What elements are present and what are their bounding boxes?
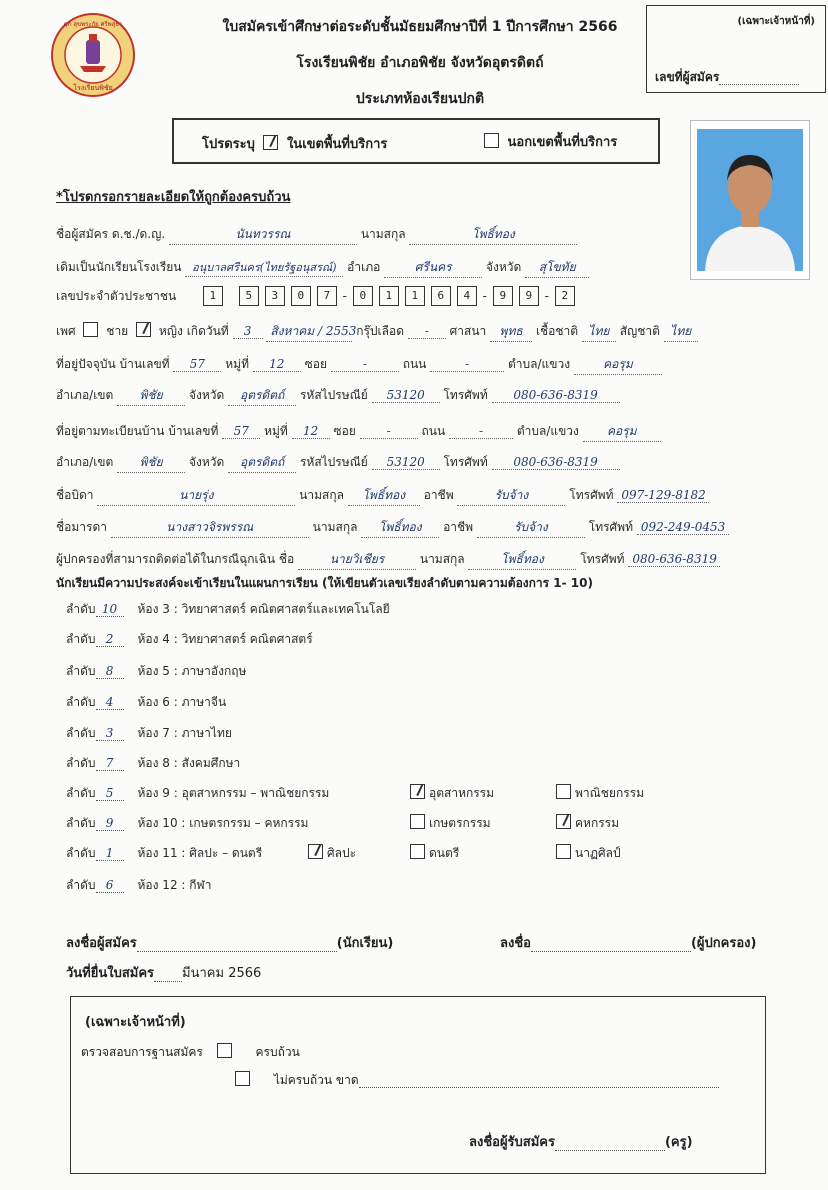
registered-soi[interactable]: - bbox=[360, 424, 418, 439]
commerce-checkbox[interactable] bbox=[556, 784, 571, 799]
form-title: ใบสมัครเข้าศึกษาต่อระดับชั้นมัธยมศึกษาปีที่ 1 ปีการศึกษา 2566 bbox=[222, 19, 618, 35]
id-separator bbox=[226, 289, 236, 303]
nationality-label: สัญชาติ bbox=[619, 324, 660, 338]
registered-address-label: ที่อยู่ตามทะเบียนบ้าน บ้านเลขที่ bbox=[56, 424, 219, 438]
district-field[interactable]: ศรีนคร bbox=[384, 258, 482, 278]
registered-subdistrict[interactable]: คอรุม bbox=[583, 422, 661, 442]
current-postal[interactable]: 53120 bbox=[372, 388, 440, 403]
preferences-heading: นักเรียนมีความประสงค์จะเข้าเรียนในแผนการเรียน (ให้เขียนตัวเลขเรียงลำดับตามความต้องการ 1- 10) bbox=[56, 576, 593, 590]
submit-date-value[interactable]: มีนาคม 2566 bbox=[182, 966, 262, 981]
current-moo-label: หมู่ที่ bbox=[225, 357, 249, 371]
rank-label: ลำดับ bbox=[66, 846, 96, 860]
room-label: ห้อง 8 : สังคมศึกษา bbox=[137, 756, 241, 770]
dob-month-year-field[interactable]: สิงหาคม / 2553 bbox=[266, 322, 352, 342]
registered-road[interactable]: - bbox=[449, 424, 513, 439]
male-label: ชาย bbox=[106, 324, 129, 338]
school-logo bbox=[50, 12, 136, 98]
room9-option-industry bbox=[406, 784, 494, 803]
id-digit-box[interactable]: 1 bbox=[379, 286, 399, 306]
applicant-role: (นักเรียน) bbox=[336, 936, 394, 951]
mother-label: ชื่อมารดา bbox=[56, 520, 107, 534]
row-registered-address-1 bbox=[56, 422, 661, 442]
industry-checkbox[interactable] bbox=[410, 784, 425, 799]
applicant-sign-label: ลงชื่อผู้สมัคร bbox=[66, 936, 137, 951]
preference-row bbox=[66, 814, 308, 833]
rank-value[interactable]: 5 bbox=[96, 786, 124, 801]
rank-label: ลำดับ bbox=[66, 602, 96, 616]
agriculture-label: เกษตรกรรม bbox=[429, 816, 491, 830]
first-name-field[interactable]: นันทวรรณ bbox=[169, 225, 357, 245]
registered-phone-label: โทรศัพท์ bbox=[443, 455, 488, 469]
religion-label: ศาสนา bbox=[449, 324, 487, 338]
female-checkbox[interactable] bbox=[136, 322, 151, 337]
rank-value[interactable]: 6 bbox=[96, 878, 124, 893]
room-label: ห้อง 7 : ภาษาไทย bbox=[137, 726, 232, 740]
name-label: ชื่อผู้สมัคร ด.ช./ด.ญ. bbox=[56, 227, 166, 241]
registered-moo[interactable]: 12 bbox=[292, 424, 330, 439]
official-box bbox=[646, 5, 826, 93]
registered-moo-label: หมู่ที่ bbox=[264, 424, 288, 438]
complete-checkbox[interactable] bbox=[217, 1043, 232, 1058]
registered-subdistrict-label: ตำบล/แขวง bbox=[516, 424, 579, 438]
gender-label: เพศ bbox=[56, 324, 76, 338]
preference-row bbox=[66, 754, 240, 773]
id-separator: - bbox=[482, 288, 487, 303]
agriculture-checkbox[interactable] bbox=[410, 814, 425, 829]
guardian-phone[interactable]: 080-636-8319 bbox=[628, 552, 720, 567]
id-digit-box[interactable]: 1 bbox=[405, 286, 425, 306]
surname-field[interactable]: โพธิ์ทอง bbox=[409, 225, 577, 245]
id-digit-box[interactable]: 0 bbox=[353, 286, 373, 306]
in-service-label: ในเขตพื้นที่บริการ bbox=[286, 137, 388, 152]
current-subdistrict-label: ตำบล/แขวง bbox=[508, 357, 571, 371]
preference-row bbox=[66, 600, 390, 619]
row-name bbox=[56, 225, 577, 245]
province-label: จังหวัด bbox=[486, 260, 522, 274]
room-label: ห้อง 6 : ภาษาจีน bbox=[137, 695, 227, 709]
class-type: ประเภทห้องเรียนปกติ bbox=[355, 91, 485, 107]
guardian-surname-label: นามสกุล bbox=[419, 552, 465, 566]
submit-date-label: วันที่ยื่นใบสมัคร bbox=[66, 966, 155, 981]
religion-field[interactable]: พุทธ bbox=[490, 322, 532, 342]
guardian-signature bbox=[500, 932, 756, 953]
father-job-label: อาชีพ bbox=[423, 488, 454, 502]
registered-district[interactable]: พิชัย bbox=[117, 453, 185, 473]
rank-label: ลำดับ bbox=[66, 664, 96, 678]
row-school bbox=[56, 258, 589, 278]
father-surname[interactable]: โพธิ์ทอง bbox=[348, 486, 420, 506]
complete-label: ครบถ้วน bbox=[255, 1045, 300, 1059]
row-id bbox=[56, 286, 578, 306]
room-label: ห้อง 11 : ศิลปะ – ดนตรี bbox=[137, 846, 263, 860]
area-box bbox=[172, 118, 660, 164]
rank-label: ลำดับ bbox=[66, 878, 96, 892]
incomplete-checkbox[interactable] bbox=[235, 1071, 250, 1086]
current-soi-label: ซอย bbox=[304, 357, 328, 371]
id-digit-box[interactable]: 6 bbox=[431, 286, 451, 306]
dob-label: เกิดวันที่ bbox=[186, 324, 229, 338]
id-number-boxes bbox=[200, 289, 578, 303]
row-mother bbox=[56, 518, 729, 538]
guardian-sign-label: ลงชื่อ bbox=[500, 936, 531, 951]
row-personal bbox=[56, 322, 698, 342]
logo-top-text: ศุภ สุขพระกัย ศรีพสุธา bbox=[63, 21, 123, 28]
father-job[interactable]: รับจ้าง bbox=[457, 486, 565, 506]
room9-option-commerce bbox=[552, 784, 644, 803]
out-service-checkbox[interactable] bbox=[484, 133, 499, 148]
row-current-address-1 bbox=[56, 355, 662, 375]
current-province[interactable]: อุตรดิตถ์ bbox=[228, 386, 296, 406]
id-label: เลขประจำตัวประชาชน bbox=[56, 288, 177, 303]
room-label: ห้อง 10 : เกษตรกรรม – คหกรรม bbox=[137, 816, 309, 830]
registered-province[interactable]: อุตรดิตถ์ bbox=[228, 453, 296, 473]
mother-surname-label: นามสกุล bbox=[312, 520, 358, 534]
current-subdistrict[interactable]: คอรุม bbox=[574, 355, 662, 375]
row-registered-address-2 bbox=[56, 453, 620, 473]
mother-phone[interactable]: 092-249-0453 bbox=[637, 520, 729, 535]
preference-row bbox=[66, 662, 246, 681]
art-label: ศิลปะ bbox=[327, 846, 357, 860]
mother-job[interactable]: รับจ้าง bbox=[477, 518, 585, 538]
submit-date bbox=[66, 962, 261, 983]
dance-checkbox[interactable] bbox=[556, 844, 571, 859]
rank-value[interactable]: 10 bbox=[96, 602, 124, 617]
blood-label: กรุ๊ปเลือด bbox=[356, 324, 404, 338]
incomplete-label: ไม่ครบถ้วน ขาด bbox=[273, 1073, 359, 1087]
rank-value[interactable]: 4 bbox=[96, 695, 124, 710]
applicant-no-field[interactable] bbox=[719, 70, 799, 85]
dob-day-field[interactable]: 3 bbox=[233, 324, 263, 339]
guardian-sign-field[interactable] bbox=[531, 936, 691, 952]
room11-option-art bbox=[304, 844, 356, 863]
preference-row bbox=[66, 876, 211, 895]
missing-items-field[interactable] bbox=[359, 1073, 719, 1088]
receiver-label: ลงชื่อผู้รับสมัคร bbox=[469, 1135, 555, 1150]
in-service-checkbox[interactable] bbox=[263, 135, 278, 150]
mother-surname[interactable]: โพธิ์ทอง bbox=[361, 518, 439, 538]
ethnicity-field[interactable]: ไทย bbox=[582, 322, 616, 342]
preference-row bbox=[66, 724, 232, 743]
current-province-label: จังหวัด bbox=[188, 388, 225, 402]
school-name: โรงเรียนพิชัย อำเภอพิชัย จังหวัดอุตรดิตถ์ bbox=[296, 55, 544, 71]
id-digit-box[interactable]: 5 bbox=[239, 286, 259, 306]
id-digit-box[interactable]: 4 bbox=[457, 286, 477, 306]
receiver-sign-field[interactable] bbox=[555, 1135, 665, 1151]
industry-label: อุตสาหกรรม bbox=[429, 786, 495, 800]
current-district[interactable]: พิชัย bbox=[117, 386, 185, 406]
current-soi[interactable]: - bbox=[331, 357, 399, 372]
father-surname-label: นามสกุล bbox=[299, 488, 344, 502]
music-label: ดนตรี bbox=[429, 846, 460, 860]
row-current-address-2 bbox=[56, 386, 620, 406]
registered-postal-label: รหัสไปรษณีย์ bbox=[299, 455, 368, 469]
room-label: ห้อง 3 : วิทยาศาสตร์ คณิตศาสตร์และเทคโนโลยี bbox=[137, 602, 390, 616]
rank-label: ลำดับ bbox=[66, 726, 96, 740]
mother-phone-label: โทรศัพท์ bbox=[588, 520, 633, 534]
guardian-role: (ผู้ปกครอง) bbox=[690, 936, 757, 951]
id-digit-box[interactable]: 9 bbox=[493, 286, 513, 306]
rank-label: ลำดับ bbox=[66, 756, 96, 770]
applicant-photo bbox=[690, 120, 810, 280]
mother-name[interactable]: นางสาวจิรพรรณ bbox=[111, 518, 309, 538]
surname-label: นามสกุล bbox=[360, 227, 406, 241]
current-road-label: ถนน bbox=[402, 357, 427, 371]
official-section bbox=[70, 996, 766, 1174]
room10-option-agriculture bbox=[406, 814, 491, 833]
id-digit-box[interactable]: 2 bbox=[555, 286, 575, 306]
rank-value[interactable]: 2 bbox=[96, 632, 124, 647]
art-checkbox[interactable] bbox=[308, 844, 323, 859]
rank-value[interactable]: 1 bbox=[96, 846, 124, 861]
rank-label: ลำดับ bbox=[66, 695, 96, 709]
current-moo[interactable]: 12 bbox=[253, 357, 301, 372]
registered-soi-label: ซอย bbox=[333, 424, 356, 438]
room-label: ห้อง 4 : วิทยาศาสตร์ คณิตศาสตร์ bbox=[137, 632, 313, 646]
row-guardian bbox=[56, 550, 720, 570]
room-label: ห้อง 9 : อุตสาหกรรม – พาณิชยกรรม bbox=[137, 786, 330, 800]
male-checkbox[interactable] bbox=[83, 322, 98, 337]
current-house-no[interactable]: 57 bbox=[173, 357, 221, 372]
current-postal-label: รหัสไปรษณีย์ bbox=[299, 388, 368, 402]
current-address-label: ที่อยู่ปัจจุบัน บ้านเลขที่ bbox=[56, 357, 170, 371]
id-digit-box[interactable]: 0 bbox=[291, 286, 311, 306]
check-label: ตรวจสอบการฐานสมัคร bbox=[81, 1045, 203, 1059]
official-section-title: (เฉพาะเจ้าหน้าที่) bbox=[85, 1015, 186, 1030]
father-name[interactable]: นายรุ่ง bbox=[97, 486, 295, 506]
father-phone[interactable]: 097-129-8182 bbox=[617, 488, 709, 503]
rank-label: ลำดับ bbox=[66, 816, 96, 830]
rank-value[interactable]: 7 bbox=[96, 756, 124, 771]
room11-option-music bbox=[406, 844, 459, 863]
registered-phone[interactable]: 080-636-8319 bbox=[492, 455, 620, 470]
current-phone-label: โทรศัพท์ bbox=[443, 388, 488, 402]
room10-option-home-econ bbox=[552, 814, 619, 833]
guardian-surname[interactable]: โพธิ์ทอง bbox=[468, 550, 576, 570]
registered-road-label: ถนน bbox=[421, 424, 446, 438]
id-separator: - bbox=[544, 288, 549, 303]
commerce-label: พาณิชยกรรม bbox=[575, 786, 645, 800]
district-label: อำเภอ bbox=[347, 260, 381, 274]
blood-field[interactable]: - bbox=[408, 324, 446, 339]
receiver-role: (ครู) bbox=[664, 1135, 693, 1150]
current-road[interactable]: - bbox=[430, 357, 504, 372]
room-label: ห้อง 12 : กีฬา bbox=[137, 878, 212, 892]
out-service-label: นอกเขตพื้นที่บริการ bbox=[507, 135, 618, 150]
instruction: *โปรดกรอกรายละเอียดให้ถูกต้องครบถ้วน bbox=[56, 190, 291, 205]
father-label: ชื่อบิดา bbox=[56, 488, 94, 502]
dance-label: นาฏศิลป์ bbox=[575, 846, 621, 860]
registered-province-label: จังหวัด bbox=[188, 455, 225, 469]
home-econ-label: คหกรรม bbox=[575, 816, 620, 830]
rank-value[interactable]: 8 bbox=[96, 664, 124, 679]
preference-row bbox=[66, 784, 329, 803]
prev-school-label: เดิมเป็นนักเรียนโรงเรียน bbox=[56, 260, 182, 274]
province-field[interactable]: สุโขทัย bbox=[525, 258, 589, 278]
logo-bottom-text: โรงเรียนพิชัย bbox=[73, 84, 113, 92]
home-econ-checkbox[interactable] bbox=[556, 814, 571, 829]
ethnicity-label: เชื้อชาติ bbox=[535, 324, 579, 338]
current-phone[interactable]: 080-636-8319 bbox=[492, 388, 620, 403]
prev-school-field[interactable]: อนุบาลศรีนคร(ไทยรัฐอนุสรณ์) bbox=[185, 258, 343, 277]
id-digit-box[interactable]: 1 bbox=[203, 286, 223, 306]
rank-label: ลำดับ bbox=[66, 786, 96, 800]
guardian-name[interactable]: นายวิเชียร bbox=[298, 550, 416, 570]
rank-value[interactable]: 3 bbox=[96, 726, 124, 741]
rank-value[interactable]: 9 bbox=[96, 816, 124, 831]
applicant-signature bbox=[66, 932, 393, 953]
music-checkbox[interactable] bbox=[410, 844, 425, 859]
official-box-label: (เฉพาะเจ้าหน้าที่) bbox=[737, 16, 815, 27]
female-label: หญิง bbox=[158, 324, 183, 338]
registered-house-no[interactable]: 57 bbox=[222, 424, 260, 439]
row-father bbox=[56, 486, 709, 506]
guardian-phone-label: โทรศัพท์ bbox=[580, 552, 625, 566]
id-digit-box[interactable]: 7 bbox=[317, 286, 337, 306]
father-phone-label: โทรศัพท์ bbox=[569, 488, 614, 502]
current-district-label: อำเภอ/เขต bbox=[56, 388, 114, 402]
room-label: ห้อง 5 : ภาษาอังกฤษ bbox=[137, 664, 247, 678]
registered-district-label: อำเภอ/เขต bbox=[56, 455, 114, 469]
area-prefix: โปรดระบุ bbox=[202, 137, 255, 152]
nationality-field[interactable]: ไทย bbox=[664, 322, 698, 342]
mother-job-label: อาชีพ bbox=[443, 520, 474, 534]
id-digit-box[interactable]: 9 bbox=[519, 286, 539, 306]
registered-postal[interactable]: 53120 bbox=[372, 455, 440, 470]
room11-option-dance bbox=[552, 844, 621, 863]
preference-row bbox=[66, 844, 262, 863]
id-digit-box[interactable]: 3 bbox=[265, 286, 285, 306]
rank-label: ลำดับ bbox=[66, 632, 96, 646]
guardian-label: ผู้ปกครองที่สามารถติดต่อได้ในกรณีฉุกเฉิน ชื่อ bbox=[56, 552, 295, 566]
preference-row bbox=[66, 630, 313, 649]
id-separator: - bbox=[342, 288, 347, 303]
preference-row bbox=[66, 693, 226, 712]
applicant-no-label: เลขที่ผู้สมัคร bbox=[655, 70, 720, 84]
applicant-sign-field[interactable] bbox=[137, 936, 337, 952]
